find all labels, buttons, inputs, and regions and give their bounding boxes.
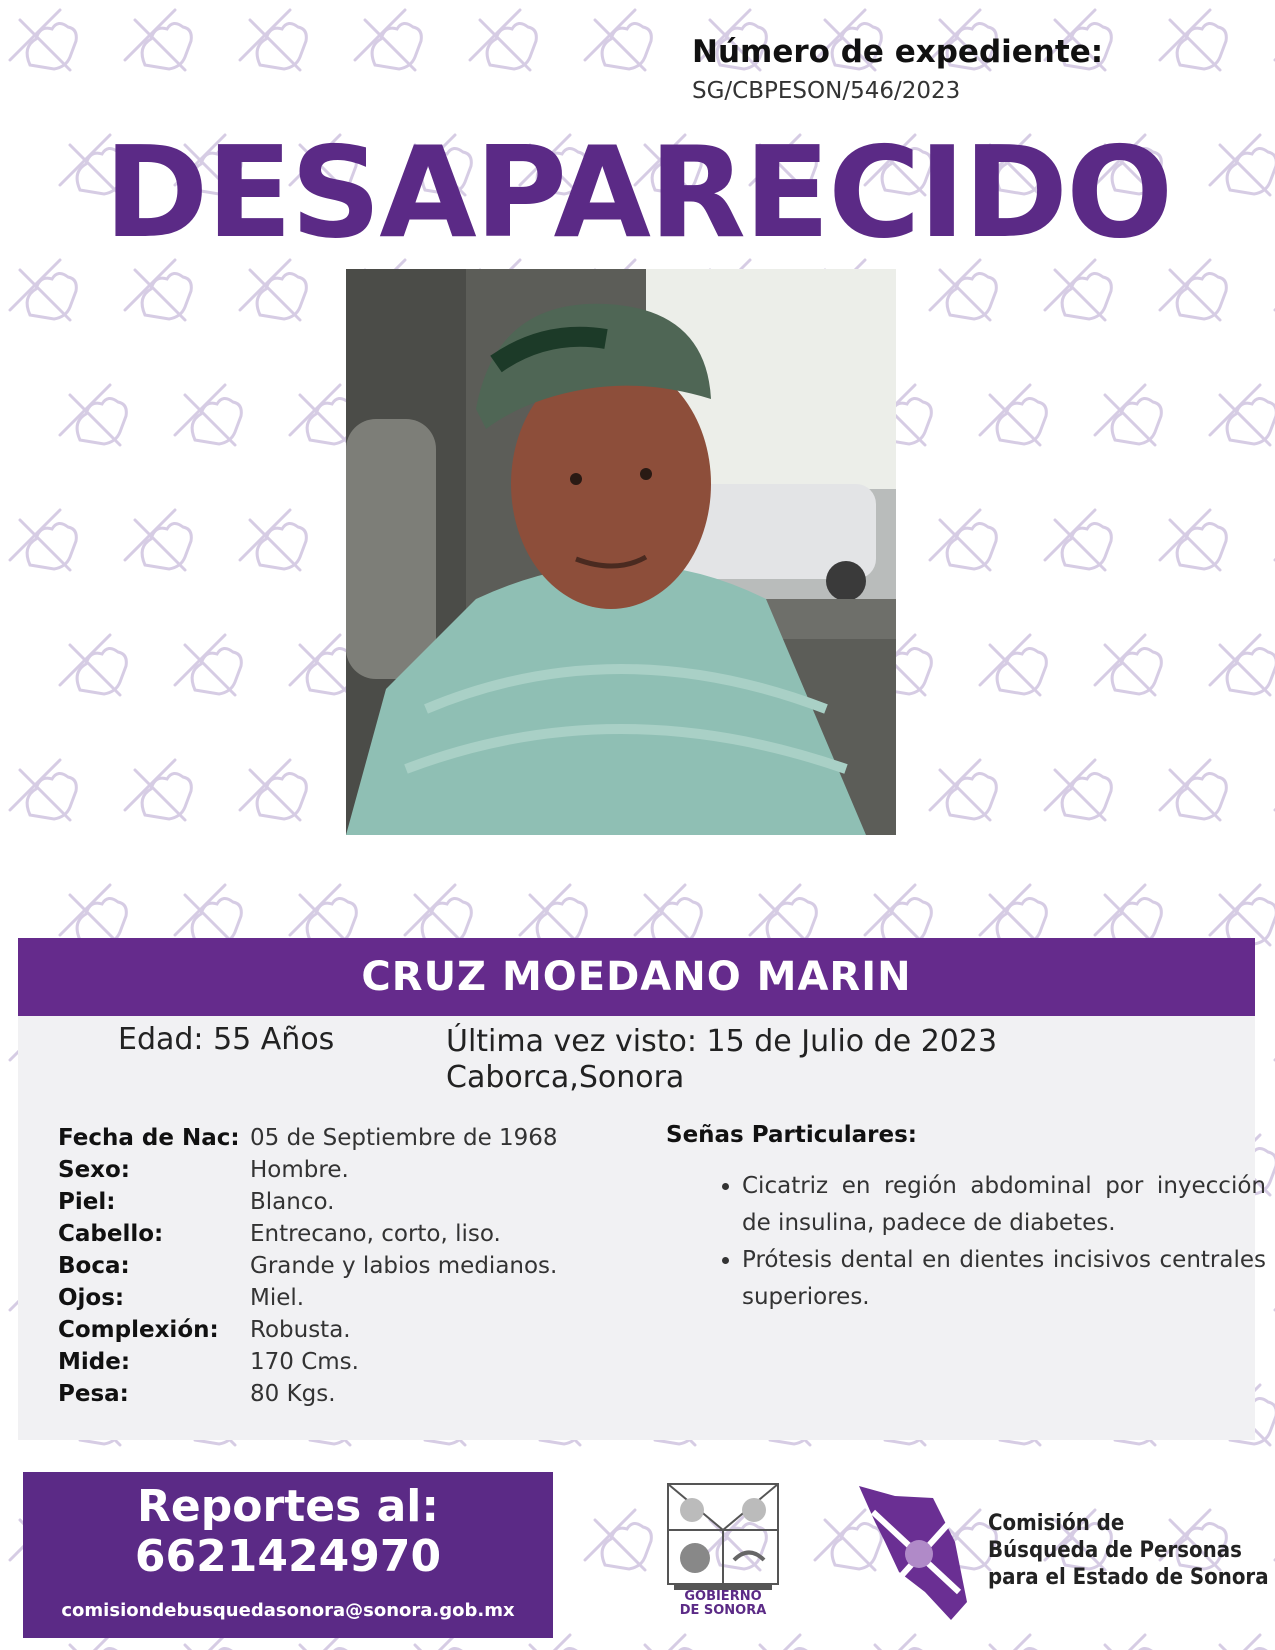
detail-value: Miel. — [250, 1285, 305, 1311]
missing-person-photo — [346, 269, 896, 835]
detail-row — [58, 1250, 558, 1282]
pattern-hand-icon — [1045, 760, 1111, 820]
pattern-hand-icon — [520, 885, 586, 945]
pattern-hand-icon — [240, 10, 306, 70]
pattern-hand-icon — [1210, 885, 1275, 945]
detail-label: Mide: — [58, 1349, 131, 1375]
pattern-hand-icon — [175, 385, 241, 445]
detail-row — [58, 1122, 558, 1154]
commission-line1: Comisión de — [988, 1511, 1125, 1536]
detail-label: Piel: — [58, 1189, 116, 1215]
pattern-hand-icon — [865, 885, 931, 945]
pattern-hand-icon — [930, 760, 996, 820]
pattern-hand-icon — [60, 385, 126, 445]
pattern-hand-icon — [930, 260, 996, 320]
pattern-hand-icon — [355, 10, 421, 70]
pattern-hand-icon — [930, 510, 996, 570]
pattern-hand-icon — [635, 885, 701, 945]
pattern-hand-icon — [10, 10, 76, 70]
detail-label: Pesa: — [58, 1381, 129, 1407]
pattern-hand-icon — [1160, 10, 1226, 70]
pattern-hand-icon — [750, 885, 816, 945]
government-line1: GOBIERNO — [684, 1589, 762, 1604]
pattern-hand-icon — [175, 635, 241, 695]
detail-value: Hombre. — [250, 1157, 349, 1183]
pattern-hand-icon — [1095, 885, 1161, 945]
case-number-value: SG/CBPESON/546/2023 — [692, 78, 961, 104]
detail-row — [58, 1218, 558, 1250]
pattern-hand-icon — [125, 10, 191, 70]
detail-row — [58, 1154, 558, 1186]
pattern-hand-icon — [980, 1635, 1046, 1650]
detail-label: Ojos: — [58, 1285, 125, 1311]
pattern-hand-icon — [585, 10, 651, 70]
detail-label: Sexo: — [58, 1157, 130, 1183]
list-item: • Prótesis dental en dientes incisivos centrales superiores. — [742, 1242, 1266, 1316]
last-seen-date: Última vez visto: 15 de Julio de 2023 — [446, 1024, 998, 1059]
report-title: Reportes al: — [137, 1481, 439, 1532]
pattern-hand-icon — [1095, 385, 1161, 445]
person-name: CRUZ MOEDANO MARIN — [18, 938, 1255, 1016]
detail-row — [58, 1282, 558, 1314]
pattern-hand-icon — [1095, 635, 1161, 695]
pattern-hand-icon — [125, 510, 191, 570]
commission-line2: Búsqueda de Personas — [988, 1538, 1242, 1563]
pattern-hand-icon — [750, 1635, 816, 1650]
pattern-hand-icon — [240, 260, 306, 320]
last-seen-block — [446, 1024, 997, 1096]
pattern-hand-icon — [980, 635, 1046, 695]
pattern-hand-icon — [60, 635, 126, 695]
detail-row — [58, 1314, 558, 1346]
pattern-hand-icon — [1160, 760, 1226, 820]
pattern-hand-icon — [10, 260, 76, 320]
pattern-hand-icon — [240, 510, 306, 570]
pattern-hand-icon — [1210, 1635, 1275, 1650]
pattern-hand-icon — [980, 885, 1046, 945]
pattern-hand-icon — [1210, 385, 1275, 445]
pattern-hand-icon — [1160, 510, 1226, 570]
age-text: Edad: 55 Años — [118, 1022, 335, 1057]
pattern-hand-icon — [1160, 260, 1226, 320]
pattern-hand-icon — [290, 885, 356, 945]
commission-line3: para el Estado de Sonora — [988, 1565, 1269, 1590]
distinguishing-marks-list — [700, 1168, 1266, 1316]
physical-details — [58, 1122, 558, 1410]
report-box — [23, 1472, 553, 1638]
pattern-hand-icon — [1045, 510, 1111, 570]
pattern-hand-icon — [1095, 1635, 1161, 1650]
report-phone[interactable]: 6621424970 — [134, 1531, 442, 1582]
government-line2: DE SONORA — [679, 1603, 767, 1618]
detail-row — [58, 1346, 558, 1378]
government-of-sonora-text — [662, 1590, 784, 1618]
detail-row — [58, 1378, 558, 1410]
pattern-hand-icon — [175, 885, 241, 945]
detail-label: Cabello: — [58, 1221, 164, 1247]
detail-label: Fecha de Nac: — [58, 1125, 240, 1151]
pattern-hand-icon — [405, 885, 471, 945]
last-seen-location: Caborca,Sonora — [446, 1060, 685, 1095]
commission-name — [988, 1510, 1269, 1591]
detail-value: 170 Cms. — [250, 1349, 359, 1375]
pattern-hand-icon — [635, 1635, 701, 1650]
report-email[interactable]: comisiondebusquedasonora@sonora.gob.mx — [61, 1600, 515, 1621]
detail-value: Robusta. — [250, 1317, 351, 1343]
detail-value: Grande y labios medianos. — [250, 1253, 558, 1279]
pattern-hand-icon — [1210, 635, 1275, 695]
pattern-hand-icon — [865, 1635, 931, 1650]
detail-label: Boca: — [58, 1253, 130, 1279]
distinguishing-marks-title: Señas Particulares: — [666, 1122, 917, 1148]
pattern-hand-icon — [1045, 260, 1111, 320]
pattern-hand-icon — [125, 260, 191, 320]
pattern-hand-icon — [60, 885, 126, 945]
pattern-hand-icon — [585, 1510, 651, 1570]
headline-missing: DESAPARECIDO — [103, 119, 1172, 266]
detail-row — [58, 1186, 558, 1218]
pattern-hand-icon — [980, 385, 1046, 445]
detail-value: 05 de Septiembre de 1968 — [250, 1125, 558, 1151]
pattern-hand-icon — [470, 10, 536, 70]
pattern-hand-icon — [125, 760, 191, 820]
pattern-hand-icon — [10, 510, 76, 570]
commission-map-logo-icon — [855, 1482, 975, 1624]
case-number-label: Número de expediente: — [692, 34, 1104, 70]
detail-value: Blanco. — [250, 1189, 335, 1215]
detail-value: 80 Kgs. — [250, 1381, 336, 1407]
detail-label: Complexión: — [58, 1317, 219, 1343]
detail-value: Entrecano, corto, liso. — [250, 1221, 501, 1247]
pattern-hand-icon — [240, 760, 306, 820]
list-item: • Cicatriz en región abdominal por inyección de insulina, padece de diabetes. — [742, 1168, 1266, 1242]
pattern-hand-icon — [10, 760, 76, 820]
